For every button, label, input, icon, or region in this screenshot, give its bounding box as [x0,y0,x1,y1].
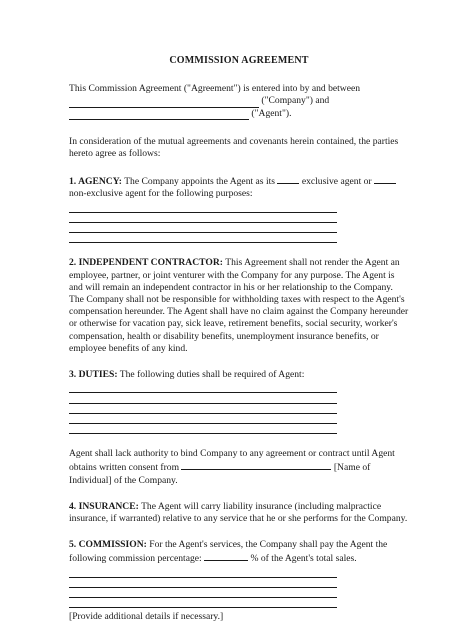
agency-paragraph [69,174,409,200]
agency-text-b: exclusive agent or [301,176,372,188]
insurance-heading: 4. INSURANCE: [69,500,139,512]
agency-purpose-line[interactable] [69,203,337,213]
agent-label: ("Agent"). [251,107,292,119]
contractor-paragraph [69,257,409,355]
duties-text: The following duties shall be required of Agent: [119,368,305,380]
commission-text-b: % of the Agent's total sales. [250,553,357,565]
intro-line: This Commission Agreement ("Agreement") is entered into by and between [69,83,361,95]
contractor-text: This Agreement shall not render the Agent an employee, partner, or joint venturer with the Company for any purpose. The Agent is and will remain an independent contractor in his or her relationship to the Company. The Company shall not be responsible for withholding taxes with respect to the Agent's compensation hereunder. The Agent shall have no claim against the Company hereunder or otherwise for vacation pay, sick leave, retirement benefits, social security, worker's compensation, health or disability benefits, unemployment insurance benefits, or employee benefits of any kind. [69,257,409,354]
consideration-paragraph: In consideration of the mutual agreements and covenants herein contained, the parties hereto agree as follows: [69,135,399,159]
duties-lines [69,383,409,434]
additional-details-note: [Provide additional details if necessary.] [69,611,224,623]
company-party-line [69,95,409,107]
document-body [69,55,409,623]
duties-line[interactable] [69,404,337,414]
insurance-text: The Agent will carry liability insurance (including malpractice insurance, if warranted) relative to any service that he or she performs for the Company. [69,500,408,524]
duties-line[interactable] [69,424,337,434]
duties-line[interactable] [69,414,337,424]
commission-paragraph [69,539,409,565]
commission-heading: 5. COMMISSION: [69,539,147,551]
commission-line[interactable] [69,598,337,608]
non-exclusive-blank[interactable] [374,174,396,184]
agency-purpose-line[interactable] [69,223,337,233]
agency-text-a: The Company appoints the Agent as its [124,176,276,188]
agency-purpose-lines [69,203,409,244]
duties-paragraph [69,369,409,381]
company-label: ("Company") and [261,95,330,107]
agency-purpose-line[interactable] [69,213,337,223]
insurance-paragraph [69,501,409,525]
duties-line[interactable] [69,383,337,393]
duties-line[interactable] [69,393,337,403]
exclusive-blank[interactable] [277,174,299,184]
commission-line[interactable] [69,578,337,588]
commission-line[interactable] [69,588,337,598]
commission-text-a: For the Agent's services, the Company shall pay the Agent the following commission percentage: [69,539,388,565]
authority-text-a: Agent shall lack authority to bind Company to any agreement or contract until Agent obtains written consent from [69,448,395,474]
agency-purpose-line[interactable] [69,233,337,243]
agent-party-line [69,108,409,120]
contractor-heading: 2. INDEPENDENT CONTRACTOR: [69,257,223,269]
duties-heading: 3. DUTIES: [69,368,118,380]
company-name-blank[interactable] [69,98,259,108]
agent-name-blank[interactable] [69,110,249,120]
authority-paragraph [69,448,409,487]
consent-individual-blank[interactable] [181,460,331,470]
document-title: COMMISSION AGREEMENT [169,55,309,66]
agency-text-c: non-exclusive agent for the following purposes: [69,188,253,200]
commission-percentage-blank[interactable] [204,551,248,561]
authority-text-b: [Name of Individual] of the Company. [69,462,371,486]
commission-line[interactable] [69,568,337,578]
agency-heading: 1. AGENCY: [69,176,122,188]
commission-lines [69,568,409,609]
